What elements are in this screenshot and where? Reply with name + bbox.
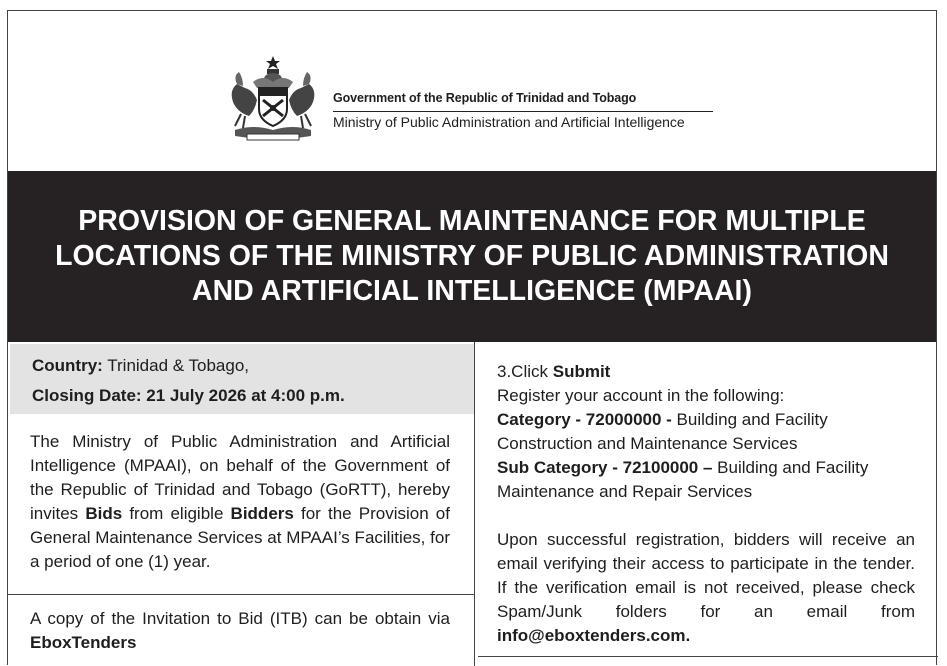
verification-text: Upon successful registration, bidders will receive an email verifying their access to participate in the tender. If the verification email is not received, please check Spam/Junk folders for an email from (497, 530, 915, 621)
notice-header (8, 11, 936, 171)
closing-date-label: Closing Date: (32, 386, 142, 405)
title-line-1: PROVISION OF GENERAL MAINTENANCE FOR MULTIPLE (78, 205, 866, 237)
para2-text: A copy of the Invitation to Bid (ITB) can be obtain via (30, 609, 450, 628)
closing-date-value: 21 July 2026 at 4:00 p.m. (146, 386, 345, 405)
notice-title (35, 204, 909, 309)
government-name: Government of the Republic of Trinidad and Tobago (333, 91, 637, 105)
title-line-2: LOCATIONS OF THE MINISTRY OF PUBLIC ADMINISTRATION (55, 240, 889, 272)
title-banner (8, 171, 936, 342)
para1-text-a: The Ministry of Public Administration and Artificial Intelligence (MPAAI), on behalf of the Government of the Republic of Trinidad and Tobago (GoRTT), hereby invites (30, 432, 450, 523)
register-line: Register your account in the following: (497, 386, 785, 405)
closing-date-line (32, 386, 345, 406)
coat-of-arms-icon (223, 54, 323, 144)
support-email[interactable]: info@eboxtenders.com. (497, 626, 691, 645)
left-column (8, 342, 475, 666)
spacer (497, 504, 915, 528)
tender-notice (7, 10, 937, 665)
subcategory-value: Building and Facility Maintenance and Repair Services (497, 458, 869, 501)
category-line (497, 408, 915, 456)
invitation-paragraph (30, 430, 450, 574)
ministry-name: Ministry of Public Administration and Artificial Intelligence (333, 111, 713, 130)
category-label: Category - 72000000 - (497, 410, 672, 429)
category-value: Building and Facility Construction and Maintenance Services (497, 410, 828, 453)
subcategory-label: Sub Category - 72100000 – (497, 458, 713, 477)
verification-paragraph (497, 528, 915, 648)
registration-instructions (497, 360, 915, 648)
country-line (32, 356, 249, 376)
para1-text-b: from eligible (122, 504, 231, 523)
eboxtenders-link[interactable]: EboxTenders (30, 633, 137, 652)
country-label: Country: (32, 356, 103, 375)
para1-text-c: for the Provision of General Maintenance Services at MPAAI’s Facilities, for a period of one (1) year. (30, 504, 450, 571)
right-column (475, 342, 938, 666)
country-value: Trinidad & Tobago, (107, 356, 250, 375)
step-3 (497, 360, 915, 384)
title-line-3: AND ARTIFICIAL INTELLIGENCE (MPAAI) (192, 275, 752, 307)
step3-submit: Submit (552, 362, 611, 381)
left-divider (8, 594, 474, 595)
itb-paragraph (30, 607, 450, 655)
info-box (10, 344, 474, 414)
step3-text: 3.Click (497, 362, 553, 381)
para1-bids: Bids (85, 504, 123, 523)
para1-bidders: Bidders (230, 504, 294, 523)
subcategory-line (497, 456, 915, 504)
right-divider (478, 656, 938, 657)
